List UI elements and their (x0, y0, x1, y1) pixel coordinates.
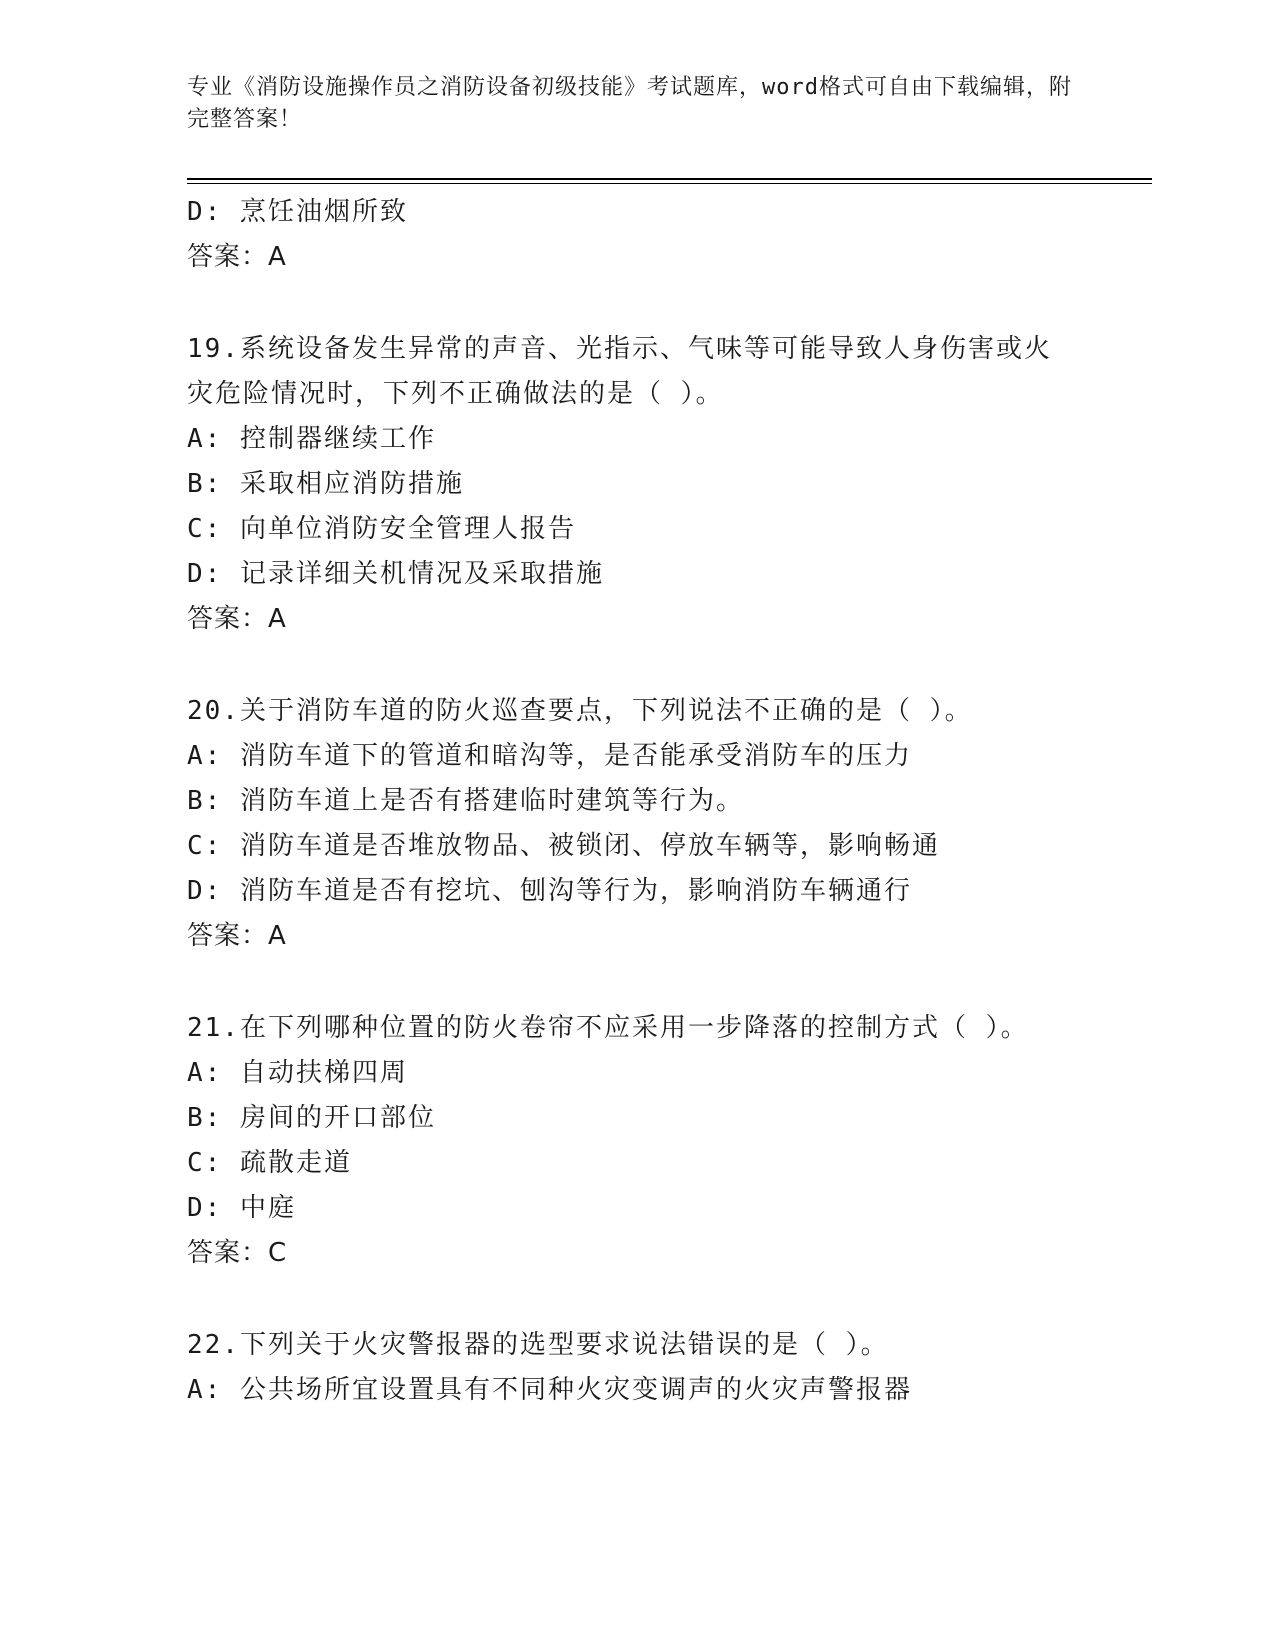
option-a: A: 公共场所宜设置具有不同种火灾变调声的火灾声警报器 (187, 1375, 912, 1405)
option-d: D: 中庭 (187, 1193, 296, 1223)
header-rule-thick (187, 178, 1152, 180)
option-c: C: 向单位消防安全管理人报告 (187, 514, 576, 544)
option-b: B: 采取相应消防措施 (187, 469, 464, 499)
option-d: D: 记录详细关机情况及采取措施 (187, 559, 604, 589)
answer-line: 答案：A (187, 242, 287, 272)
option-b: B: 消防车道上是否有搭建临时建筑等行为。 (187, 786, 744, 816)
question-stem: 21.在下列哪种位置的防火卷帘不应采用一步降落的控制方式（ ）。 (187, 1013, 1029, 1043)
option-a: A: 控制器继续工作 (187, 424, 436, 454)
header-rule-thin (187, 183, 1152, 184)
question-stem: 22.下列关于火灾警报器的选型要求说法错误的是（ ）。 (187, 1330, 889, 1360)
option-d: D: 消防车道是否有挖坑、刨沟等行为，影响消防车辆通行 (187, 876, 912, 906)
document-header (187, 72, 1087, 136)
spacer (187, 959, 1152, 1006)
spacer (187, 280, 1152, 327)
question-stem: 19.系统设备发生异常的声音、光指示、气味等可能导致人身伤害或火 (187, 334, 1052, 364)
option-b: B: 房间的开口部位 (187, 1103, 436, 1133)
header-text: 专业《消防设施操作员之消防设备初级技能》考试题库，word格式可自由下载编辑，附完整答案！ (187, 75, 1072, 132)
option-c: C: 疏散走道 (187, 1148, 352, 1178)
option-a: A: 消防车道下的管道和暗沟等，是否能承受消防车的压力 (187, 741, 912, 771)
question-block-18-tail (187, 190, 1152, 280)
question-stem-cont: 灾危险情况时，下列不正确做法的是（ ）。 (187, 379, 724, 409)
answer-line: 答案：A (187, 604, 287, 634)
question-stem: 20.关于消防车道的防火巡查要点，下列说法不正确的是（ ）。 (187, 696, 973, 726)
spacer (187, 1276, 1152, 1323)
question-content (187, 190, 1152, 1413)
option-c: C: 消防车道是否堆放物品、被锁闭、停放车辆等，影响畅通 (187, 831, 940, 861)
question-block-20 (187, 689, 1152, 959)
answer-line: 答案：A (187, 921, 287, 951)
question-block-21 (187, 1006, 1152, 1276)
option-a: A: 自动扶梯四周 (187, 1058, 408, 1088)
spacer (187, 642, 1152, 689)
option-line: D: 烹饪油烟所致 (187, 197, 408, 227)
question-block-22 (187, 1323, 1152, 1413)
answer-line: 答案：C (187, 1238, 288, 1268)
question-block-19 (187, 327, 1152, 642)
